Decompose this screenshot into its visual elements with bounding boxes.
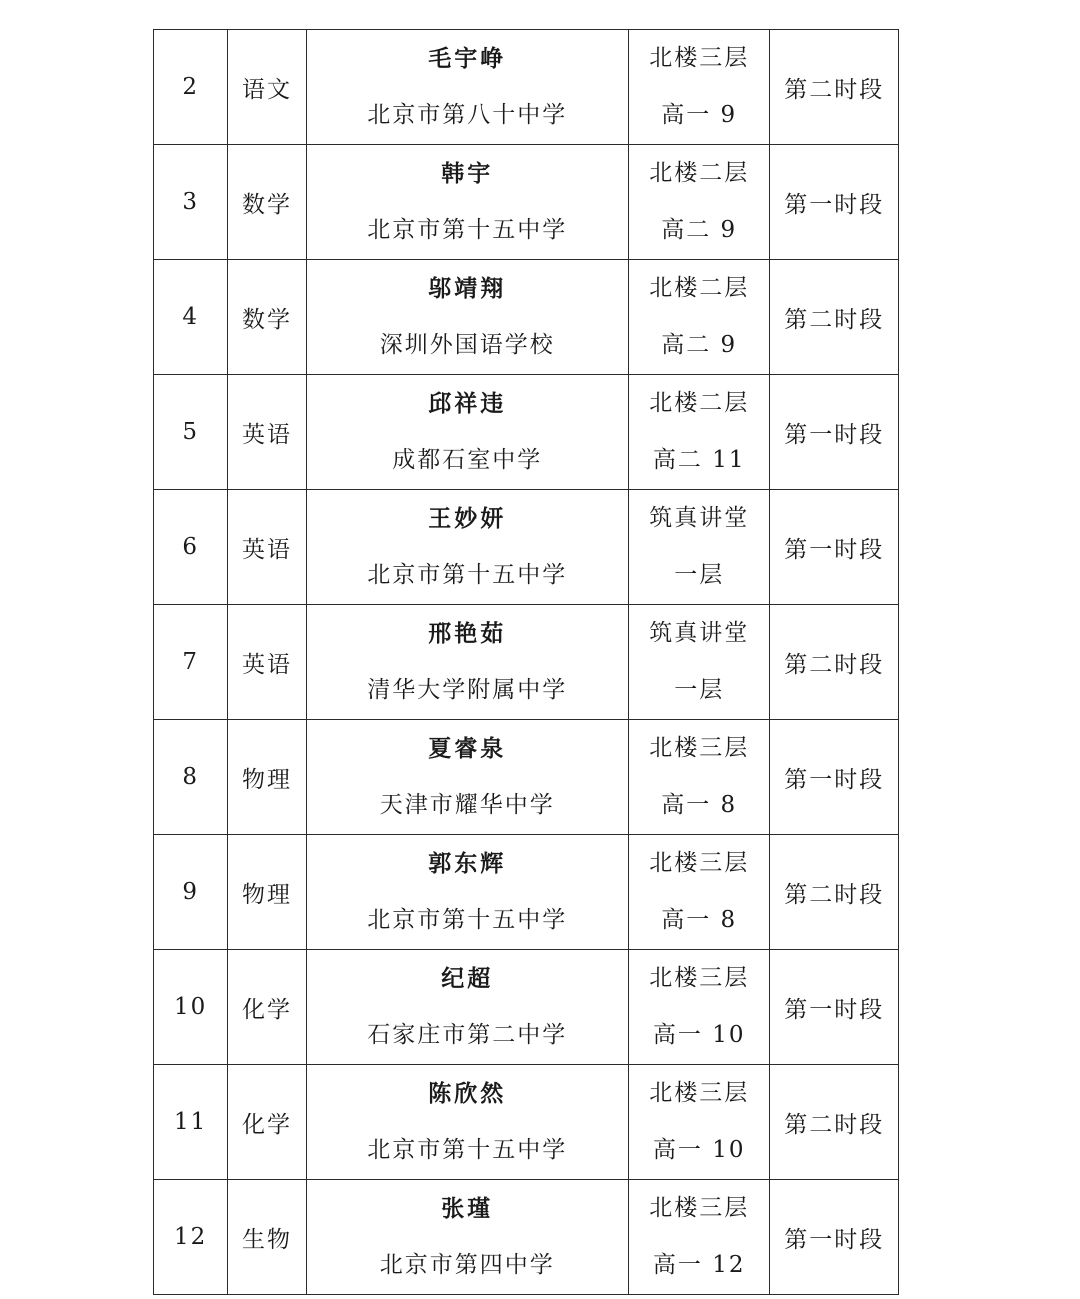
- period-cell: 第二时段: [770, 835, 899, 950]
- teacher-name: 张瑾: [441, 1195, 494, 1222]
- teacher-name: 韩宇: [441, 160, 494, 187]
- room-class: 高一 10: [652, 1137, 746, 1163]
- room-class: 高一 9: [661, 102, 738, 128]
- schedule-table-body: [154, 30, 899, 1295]
- school-name: 成都石室中学: [392, 447, 543, 473]
- table-row: [154, 720, 899, 835]
- teacher-name: 邬靖翔: [428, 275, 507, 302]
- room-location: 北楼三层: [649, 45, 750, 71]
- period-cell: 第一时段: [770, 1180, 899, 1295]
- room-class: 高二 11: [652, 447, 746, 473]
- period-cell: 第二时段: [770, 1065, 899, 1180]
- table-row: [154, 1180, 899, 1295]
- teacher-cell: [306, 720, 628, 835]
- subject-cell: 英语: [228, 605, 306, 720]
- row-number: 7: [154, 605, 228, 720]
- room-cell: [628, 720, 770, 835]
- row-number: 4: [154, 260, 228, 375]
- teacher-cell: [306, 1065, 628, 1180]
- teacher-cell: [306, 145, 628, 260]
- school-name: 天津市耀华中学: [379, 792, 555, 818]
- subject-cell: 生物: [228, 1180, 306, 1295]
- period-cell: 第一时段: [770, 720, 899, 835]
- school-name: 清华大学附属中学: [367, 677, 568, 703]
- room-cell: [628, 30, 770, 145]
- row-number: 2: [154, 30, 228, 145]
- subject-cell: 英语: [228, 490, 306, 605]
- row-number: 11: [154, 1065, 228, 1180]
- teacher-cell: [306, 605, 628, 720]
- table-row: [154, 605, 899, 720]
- room-cell: [628, 950, 770, 1065]
- room-cell: [628, 260, 770, 375]
- school-name: 深圳外国语学校: [379, 332, 555, 358]
- teacher-name: 郭东辉: [428, 850, 507, 877]
- teacher-cell: [306, 835, 628, 950]
- room-location: 北楼二层: [649, 275, 750, 301]
- room-class: 高二 9: [661, 332, 738, 358]
- room-location: 北楼二层: [649, 160, 750, 186]
- table-row: [154, 375, 899, 490]
- table-row: [154, 30, 899, 145]
- room-class: 高一 12: [652, 1252, 746, 1278]
- room-location: 北楼三层: [649, 1080, 750, 1106]
- period-cell: 第一时段: [770, 145, 899, 260]
- row-number: 10: [154, 950, 228, 1065]
- teacher-name: 纪超: [441, 965, 494, 992]
- table-row: [154, 490, 899, 605]
- teacher-name: 邢艳茹: [428, 620, 507, 647]
- room-cell: [628, 490, 770, 605]
- school-name: 北京市第四中学: [379, 1252, 555, 1278]
- teacher-cell: [306, 950, 628, 1065]
- teacher-name: 毛宇峥: [428, 45, 507, 72]
- teacher-name: 王妙妍: [428, 505, 507, 532]
- table-row: [154, 950, 899, 1065]
- subject-cell: 英语: [228, 375, 306, 490]
- school-name: 北京市第十五中学: [367, 217, 568, 243]
- subject-cell: 数学: [228, 145, 306, 260]
- subject-cell: 化学: [228, 950, 306, 1065]
- school-name: 北京市第十五中学: [367, 562, 568, 588]
- room-class: 高二 9: [661, 217, 738, 243]
- room-location: 筑真讲堂: [649, 620, 750, 646]
- teacher-name: 陈欣然: [428, 1080, 507, 1107]
- school-name: 石家庄市第二中学: [367, 1022, 568, 1048]
- room-class: 一层: [674, 677, 725, 703]
- row-number: 12: [154, 1180, 228, 1295]
- teacher-cell: [306, 375, 628, 490]
- subject-cell: 语文: [228, 30, 306, 145]
- subject-cell: 化学: [228, 1065, 306, 1180]
- school-name: 北京市第八十中学: [367, 102, 568, 128]
- subject-cell: 物理: [228, 720, 306, 835]
- teacher-cell: [306, 490, 628, 605]
- room-cell: [628, 1065, 770, 1180]
- table-row: [154, 1065, 899, 1180]
- subject-cell: 物理: [228, 835, 306, 950]
- row-number: 3: [154, 145, 228, 260]
- teacher-cell: [306, 1180, 628, 1295]
- room-cell: [628, 1180, 770, 1295]
- row-number: 8: [154, 720, 228, 835]
- teacher-cell: [306, 30, 628, 145]
- teacher-cell: [306, 260, 628, 375]
- school-name: 北京市第十五中学: [367, 907, 568, 933]
- row-number: 6: [154, 490, 228, 605]
- room-cell: [628, 145, 770, 260]
- period-cell: 第二时段: [770, 30, 899, 145]
- table-row: [154, 835, 899, 950]
- room-location: 北楼三层: [649, 1195, 750, 1221]
- room-location: 北楼三层: [649, 735, 750, 761]
- room-location: 北楼三层: [649, 965, 750, 991]
- teacher-name: 邱祥违: [428, 390, 507, 417]
- room-class: 高一 8: [661, 907, 738, 933]
- period-cell: 第一时段: [770, 490, 899, 605]
- room-location: 筑真讲堂: [649, 505, 750, 531]
- table-row: [154, 260, 899, 375]
- period-cell: 第二时段: [770, 260, 899, 375]
- room-cell: [628, 605, 770, 720]
- period-cell: 第二时段: [770, 605, 899, 720]
- row-number: 9: [154, 835, 228, 950]
- table-row: [154, 145, 899, 260]
- period-cell: 第一时段: [770, 950, 899, 1065]
- room-class: 高一 8: [661, 792, 738, 818]
- school-name: 北京市第十五中学: [367, 1137, 568, 1163]
- room-location: 北楼二层: [649, 390, 750, 416]
- teacher-name: 夏睿泉: [428, 735, 507, 762]
- subject-cell: 数学: [228, 260, 306, 375]
- schedule-table: [153, 29, 899, 1295]
- room-cell: [628, 835, 770, 950]
- room-location: 北楼三层: [649, 850, 750, 876]
- room-cell: [628, 375, 770, 490]
- room-class: 高一 10: [652, 1022, 746, 1048]
- row-number: 5: [154, 375, 228, 490]
- period-cell: 第一时段: [770, 375, 899, 490]
- room-class: 一层: [674, 562, 725, 588]
